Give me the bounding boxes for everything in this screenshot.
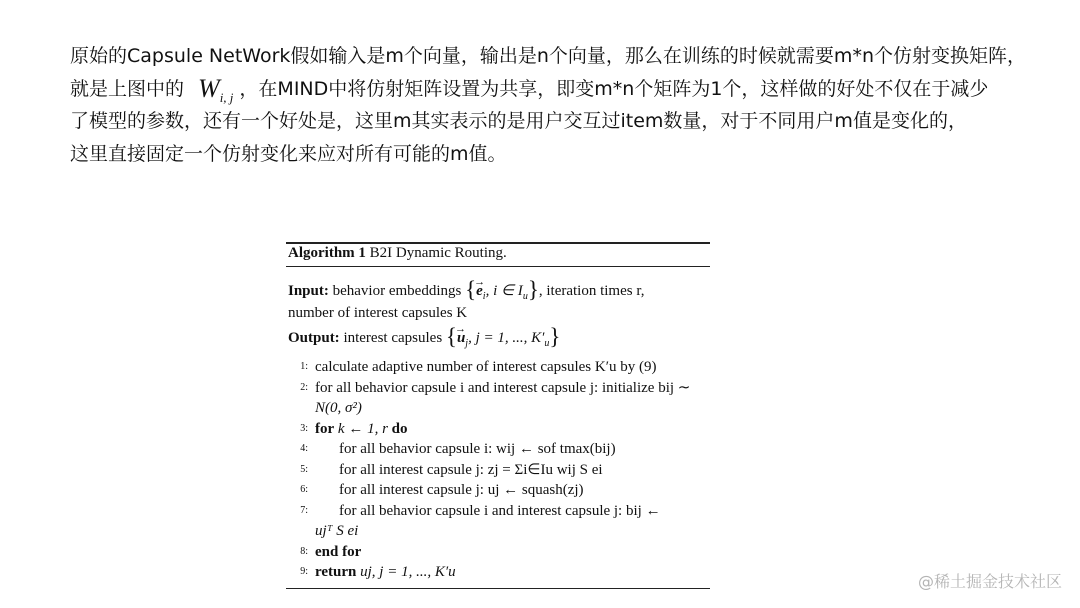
algorithm-steps bbox=[286, 357, 710, 583]
weight-matrix-formula: $W_{i, j}$ bbox=[198, 73, 234, 105]
algorithm-step: 2: for all behavior capsule i and interest capsule j: initialize bij ∼ bbox=[300, 379, 691, 396]
algorithm-box bbox=[286, 242, 710, 589]
algorithm-output: Output: interest capsules {→ $u_j$, j = 1, ..., $K'_u$} bbox=[286, 324, 710, 350]
paragraph-line-1: 原始的Capsule NetWork假如输入是m个向量，输出是n个向量，那么在训练的时候就需要m*n个仿射变换矩阵， bbox=[70, 45, 1026, 67]
paragraph-line-2-after: ，在MIND中将仿射矩阵设置为共享，即变m*n个矩阵为1个，这样做的好处不仅在于减少 bbox=[239, 77, 989, 100]
algorithm-bottom-rule bbox=[286, 588, 710, 589]
intro-paragraph bbox=[70, 40, 1060, 170]
algorithm-name: B2I Dynamic Routing. bbox=[369, 245, 507, 261]
paragraph-line-4: 这里直接固定一个仿射变化来应对所有可能的m值。 bbox=[70, 142, 507, 165]
paragraph-line-3: 了模型的参数，还有一个好处是，这里m其实表示的是用户交互过item数量，对于不同用户m值是变化的， bbox=[70, 110, 967, 132]
algorithm-input-line-2: number of interest capsules K bbox=[288, 305, 468, 321]
paragraph-line-2-before: 就是上图中的 bbox=[70, 77, 185, 100]
algorithm-header-rule bbox=[286, 266, 710, 267]
algorithm-step: 9: return uj, j = 1, ..., K′u bbox=[300, 564, 456, 580]
algorithm-step-continuation: N(0, σ²) bbox=[315, 400, 362, 416]
algorithm-step: 3: for k ← 1, r do bbox=[300, 420, 408, 437]
algorithm-step: 7: for all behavior capsule i and interest capsule j: bij ← bbox=[300, 502, 661, 519]
algorithm-step-continuation: ujᵀ S ei bbox=[315, 523, 359, 539]
algorithm-step: 8: end for bbox=[300, 543, 362, 560]
watermark: @稀土掘金技术社区 bbox=[917, 572, 1062, 591]
algorithm-step: 5: for all interest capsule j: zj = Σi∈Iu wij S ei bbox=[300, 461, 603, 478]
paragraph-line-2 bbox=[70, 73, 1060, 106]
algorithm-header bbox=[286, 244, 710, 266]
algorithm-input: Input: behavior embeddings {→ $e_i$, i ∈ $I_u$}, iteration times r, bbox=[286, 277, 710, 303]
algorithm-step: 1: calculate adaptive number of interest capsules K′u by (9) bbox=[300, 359, 657, 375]
algorithm-label: Algorithm 1 bbox=[288, 245, 366, 261]
algorithm-step: 6: for all interest capsule j: uj ← squash(zj) bbox=[300, 482, 584, 498]
algorithm-step: 4: for all behavior capsule i: wij ← sof tmax(bij) bbox=[300, 441, 616, 457]
